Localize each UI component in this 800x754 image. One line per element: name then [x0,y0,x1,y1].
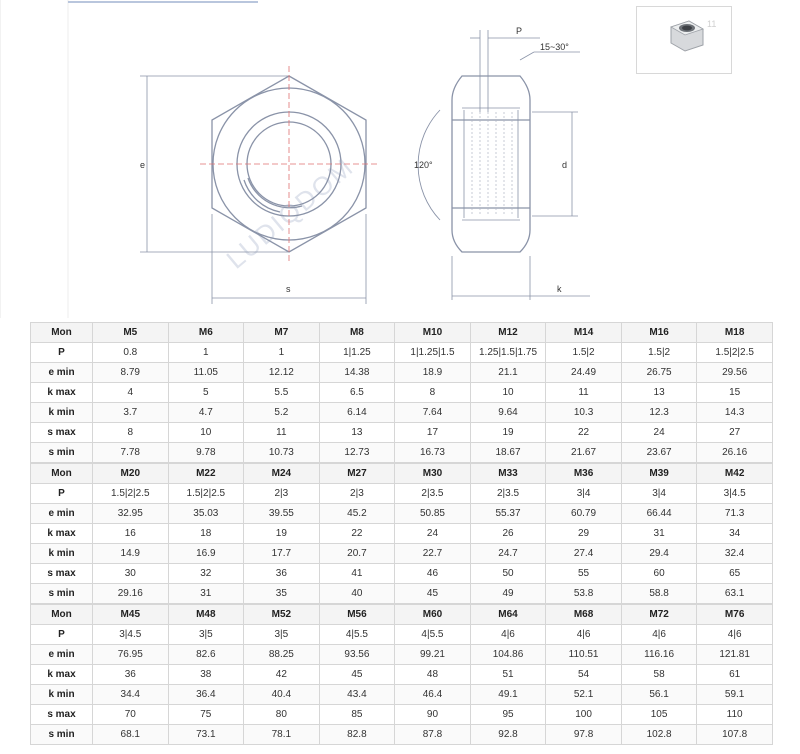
row-label: e min [31,645,93,665]
svg-text:11: 11 [707,19,717,29]
hex-nut-photo-icon [637,7,731,73]
row-label: P [31,343,93,363]
table-cell: 2|3 [319,484,395,504]
table-cell: 31 [168,584,244,604]
table-cell: 35.03 [168,504,244,524]
table-cell: 52.1 [546,685,622,705]
header-cell-size: M8 [319,323,395,343]
table-cell: 4 [93,383,169,403]
table-cell: 21.67 [546,443,622,463]
table-cell: 22 [546,423,622,443]
table-cell: 1.5|2|2.5 [93,484,169,504]
table-cell: 29.56 [697,363,773,383]
table-cell: 32.95 [93,504,169,524]
table-cell: 4|5.5 [319,625,395,645]
table-row [31,423,773,443]
table-cell: 5 [168,383,244,403]
table-cell: 2|3 [244,484,320,504]
table-cell: 4|6 [546,625,622,645]
header-cell-size: M7 [244,323,320,343]
table-row [31,665,773,685]
header-cell-size: M45 [93,605,169,625]
header-cell-size: M52 [244,605,320,625]
table-cell: 27.4 [546,544,622,564]
table-cell: 46.4 [395,685,471,705]
header-cell-size: M14 [546,323,622,343]
table-cell: 93.56 [319,645,395,665]
table-row [31,725,773,745]
table-cell: 20.7 [319,544,395,564]
table-cell: 22 [319,524,395,544]
table-cell: 16 [93,524,169,544]
header-cell-size: M24 [244,464,320,484]
table-row [31,504,773,524]
table-cell: 11 [546,383,622,403]
table-cell: 80 [244,705,320,725]
table-cell: 92.8 [470,725,546,745]
table-row [31,625,773,645]
table-header-row [31,323,773,343]
table-cell: 17.7 [244,544,320,564]
header-cell-mon: Mon [31,605,93,625]
table-cell: 18 [168,524,244,544]
table-cell: 60.79 [546,504,622,524]
table-cell: 14.38 [319,363,395,383]
table-row [31,443,773,463]
table-cell: 7.64 [395,403,471,423]
table-cell: 6.5 [319,383,395,403]
row-label: k max [31,383,93,403]
table-cell: 11.05 [168,363,244,383]
table-cell: 0.8 [93,343,169,363]
header-cell-mon: Mon [31,323,93,343]
table-cell: 107.8 [697,725,773,745]
header-cell-size: M33 [470,464,546,484]
table-cell: 1 [244,343,320,363]
table-cell: 65 [697,564,773,584]
table-cell: 43.4 [319,685,395,705]
table-cell: 1 [168,343,244,363]
table-cell: 2|3.5 [470,484,546,504]
table-cell: 40.4 [244,685,320,705]
table-cell: 16.73 [395,443,471,463]
row-label: s max [31,705,93,725]
table-cell: 50.85 [395,504,471,524]
table-cell: 39.55 [244,504,320,524]
row-label: s min [31,725,93,745]
table-cell: 10 [470,383,546,403]
table-cell: 1.5|2 [546,343,622,363]
table-cell: 26.75 [621,363,697,383]
table-cell: 29.4 [621,544,697,564]
table-cell: 56.1 [621,685,697,705]
row-label: s min [31,584,93,604]
table-cell: 75 [168,705,244,725]
table-cell: 116.16 [621,645,697,665]
table-cell: 2|3.5 [395,484,471,504]
table-cell: 42 [244,665,320,685]
table-cell: 38 [168,665,244,685]
table-row [31,524,773,544]
table-cell: 35 [244,584,320,604]
table-cell: 24 [395,524,471,544]
table-cell: 4|6 [697,625,773,645]
table-cell: 1|1.25|1.5 [395,343,471,363]
table-cell: 13 [319,423,395,443]
table-cell: 15 [697,383,773,403]
spec-table-3 [30,604,773,745]
table-cell: 7.78 [93,443,169,463]
table-cell: 85 [319,705,395,725]
table-cell: 100 [546,705,622,725]
table-cell: 97.8 [546,725,622,745]
table-cell: 19 [244,524,320,544]
table-cell: 48 [395,665,471,685]
table-cell: 102.8 [621,725,697,745]
table-cell: 14.9 [93,544,169,564]
header-cell-size: M22 [168,464,244,484]
header-cell-size: M12 [470,323,546,343]
table-row [31,685,773,705]
table-cell: 4|5.5 [395,625,471,645]
row-label: e min [31,504,93,524]
header-cell-size: M27 [319,464,395,484]
table-cell: 10.73 [244,443,320,463]
table-cell: 10.3 [546,403,622,423]
row-label: k min [31,544,93,564]
header-cell-size: M42 [697,464,773,484]
table-cell: 24 [621,423,697,443]
spec-table-2 [30,463,773,604]
table-cell: 29.16 [93,584,169,604]
row-label: e min [31,363,93,383]
table-cell: 10 [168,423,244,443]
table-cell: 58.8 [621,584,697,604]
table-cell: 49 [470,584,546,604]
table-cell: 110.51 [546,645,622,665]
header-cell-size: M48 [168,605,244,625]
header-cell-size: M68 [546,605,622,625]
table-cell: 9.64 [470,403,546,423]
table-cell: 16.9 [168,544,244,564]
spec-table-1 [30,322,773,463]
table-cell: 18.67 [470,443,546,463]
header-cell-size: M72 [621,605,697,625]
row-label: k min [31,403,93,423]
table-cell: 73.1 [168,725,244,745]
table-cell: 3|4.5 [93,625,169,645]
table-cell: 8 [93,423,169,443]
table-cell: 45 [319,665,395,685]
table-cell: 26.16 [697,443,773,463]
table-cell: 66.44 [621,504,697,524]
dimension-label-k: k [557,284,562,294]
table-cell: 3|5 [168,625,244,645]
table-cell: 82.8 [319,725,395,745]
row-label: P [31,625,93,645]
row-label: s max [31,423,93,443]
spec-tables [30,322,772,745]
table-cell: 3|4 [546,484,622,504]
header-cell-size: M16 [621,323,697,343]
table-cell: 3|4.5 [697,484,773,504]
table-cell: 76.95 [93,645,169,665]
table-cell: 19 [470,423,546,443]
table-cell: 3|5 [244,625,320,645]
table-cell: 78.1 [244,725,320,745]
table-cell: 4|6 [621,625,697,645]
table-row [31,584,773,604]
table-cell: 23.67 [621,443,697,463]
table-cell: 71.3 [697,504,773,524]
table-cell: 34 [697,524,773,544]
table-cell: 24.49 [546,363,622,383]
table-cell: 1|1.25 [319,343,395,363]
table-cell: 41 [319,564,395,584]
table-row [31,484,773,504]
side-view [418,76,530,252]
table-cell: 32 [168,564,244,584]
table-cell: 110 [697,705,773,725]
table-cell: 55 [546,564,622,584]
table-cell: 59.1 [697,685,773,705]
header-cell-size: M18 [697,323,773,343]
header-cell-size: M56 [319,605,395,625]
table-cell: 17 [395,423,471,443]
table-row [31,645,773,665]
header-cell-size: M30 [395,464,471,484]
table-cell: 27 [697,423,773,443]
table-cell: 49.1 [470,685,546,705]
table-row [31,363,773,383]
table-cell: 40 [319,584,395,604]
row-label: s min [31,443,93,463]
table-row [31,544,773,564]
dimension-label-hex-angle: 120° [414,160,433,170]
table-cell: 4.7 [168,403,244,423]
table-cell: 5.5 [244,383,320,403]
table-cell: 1.5|2 [621,343,697,363]
table-cell: 8 [395,383,471,403]
header-cell-size: M10 [395,323,471,343]
table-cell: 68.1 [93,725,169,745]
table-cell: 58 [621,665,697,685]
header-cell-size: M36 [546,464,622,484]
table-cell: 12.73 [319,443,395,463]
table-cell: 54 [546,665,622,685]
table-cell: 88.25 [244,645,320,665]
table-header-row [31,464,773,484]
table-cell: 18.9 [395,363,471,383]
table-cell: 9.78 [168,443,244,463]
table-cell: 8.79 [93,363,169,383]
dimension-label-s: s [286,284,291,294]
table-cell: 82.6 [168,645,244,665]
table-cell: 26 [470,524,546,544]
row-label: k max [31,524,93,544]
dimension-label-e: e [140,160,146,170]
row-label: P [31,484,93,504]
watermark-text: LUDIQDOM [220,151,360,275]
table-cell: 5.2 [244,403,320,423]
row-label: k min [31,685,93,705]
table-cell: 70 [93,705,169,725]
table-cell: 50 [470,564,546,584]
table-row [31,403,773,423]
table-cell: 60 [621,564,697,584]
table-cell: 45.2 [319,504,395,524]
table-row [31,705,773,725]
table-cell: 32.4 [697,544,773,564]
dimension-label-angle: 15~30° [540,42,569,52]
table-cell: 1.5|2|2.5 [697,343,773,363]
table-cell: 3.7 [93,403,169,423]
table-cell: 6.14 [319,403,395,423]
table-row [31,383,773,403]
row-label: k max [31,665,93,685]
table-cell: 34.4 [93,685,169,705]
table-cell: 29 [546,524,622,544]
table-cell: 46 [395,564,471,584]
table-cell: 121.81 [697,645,773,665]
header-cell-mon: Mon [31,464,93,484]
table-cell: 24.7 [470,544,546,564]
header-cell-size: M64 [470,605,546,625]
table-cell: 1.5|2|2.5 [168,484,244,504]
front-view [200,66,378,262]
header-cell-size: M60 [395,605,471,625]
table-cell: 99.21 [395,645,471,665]
table-cell: 12.3 [621,403,697,423]
table-cell: 13 [621,383,697,403]
header-cell-size: M20 [93,464,169,484]
table-cell: 36 [244,564,320,584]
dimension-label-p: P [516,26,523,36]
table-cell: 36.4 [168,685,244,705]
row-label: s max [31,564,93,584]
header-cell-size: M39 [621,464,697,484]
table-cell: 61 [697,665,773,685]
table-cell: 14.3 [697,403,773,423]
table-cell: 51 [470,665,546,685]
table-cell: 12.12 [244,363,320,383]
product-thumbnail[interactable] [636,6,732,74]
table-cell: 105 [621,705,697,725]
table-cell: 1.25|1.5|1.75 [470,343,546,363]
table-cell: 45 [395,584,471,604]
table-cell: 95 [470,705,546,725]
header-cell-size: M76 [697,605,773,625]
table-cell: 22.7 [395,544,471,564]
header-cell-size: M5 [93,323,169,343]
table-cell: 21.1 [470,363,546,383]
table-cell: 63.1 [697,584,773,604]
table-cell: 90 [395,705,471,725]
table-row [31,564,773,584]
table-header-row [31,605,773,625]
table-cell: 36 [93,665,169,685]
table-cell: 55.37 [470,504,546,524]
table-cell: 3|4 [621,484,697,504]
table-cell: 31 [621,524,697,544]
table-row [31,343,773,363]
table-cell: 87.8 [395,725,471,745]
dimension-label-d: d [562,160,568,170]
table-cell: 30 [93,564,169,584]
table-cell: 11 [244,423,320,443]
table-cell: 4|6 [470,625,546,645]
table-cell: 53.8 [546,584,622,604]
table-cell: 104.86 [470,645,546,665]
header-cell-size: M6 [168,323,244,343]
